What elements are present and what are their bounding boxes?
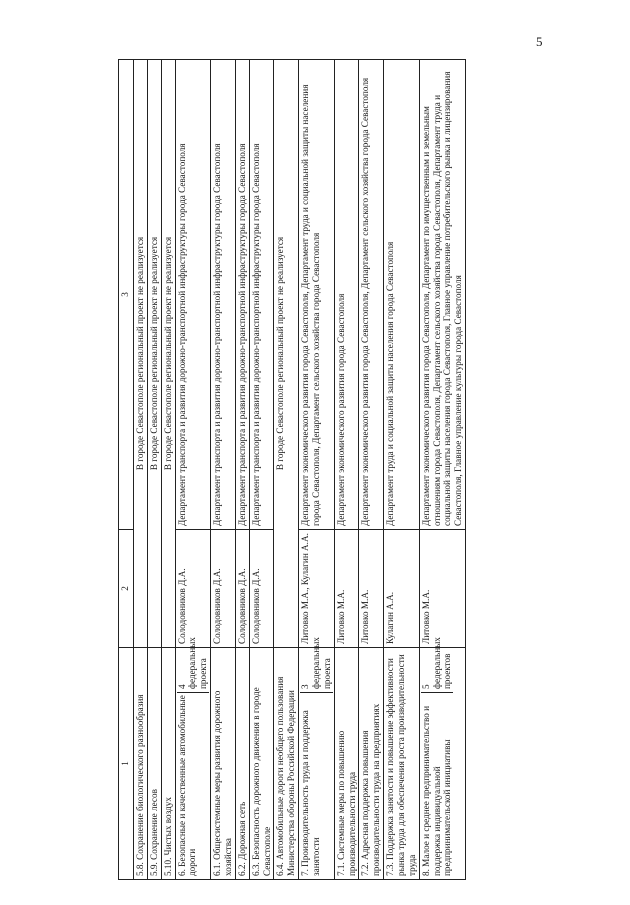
project-cell [175,637,211,880]
project-cell: 6.4. Автомобильные дороги необщего пользования Министерства обороны Российской Федерации [274,648,299,880]
federal-projects-count: 4 федеральных проекта [177,651,210,693]
executors-cell: Департамент транспорта и развития дорожно-транспортной инфраструктуры города Севастополя [235,60,249,530]
project-name: 6. Безопасные и качественные автомобильные дороги [176,695,198,876]
table-row [299,60,335,880]
not-implemented-cell: В городе Севастополе региональный проект не реализуется [147,60,161,648]
executors-cell: Департамент транспорта и развития дорожно-транспортной инфраструктуры города Севастополя [211,60,236,530]
table-row [211,60,236,880]
responsible-cell: Солодовников Д.А. [235,530,249,648]
responsible-cell: Солодовников Д.А. [211,530,236,648]
executors-cell: Департамент труда и социальной защиты населения города Севастополя [384,60,420,530]
executors-cell: Департамент транспорта и развития дорожно-транспортной инфраструктуры города Севастополя [175,60,211,530]
project-cell: 5.9. Сохранение лесов [147,648,161,880]
column-header: 3 [119,60,134,530]
table-row [161,60,175,880]
executors-cell: Департамент экономического развития города Севастополя [334,60,359,530]
executors-cell: Департамент транспорта и развития дорожно-транспортной инфраструктуры города Севастополя [249,60,274,530]
responsible-cell: Литовко М.А. [334,530,359,648]
not-implemented-cell: В городе Севастополе региональный проект не реализуется [161,60,175,648]
responsible-cell: Литовко М.А. [419,530,465,648]
responsible-cell: Солодовников Д.А. [175,530,211,648]
table-row [419,60,465,880]
project-cell: 5.10. Чистых воздух [161,648,175,880]
project-cell: 5.8. Сохранение биологического разнообразия [134,648,148,880]
project-cell [419,637,465,880]
responsible-cell: Кулагин А.А. [384,530,420,648]
federal-projects-count: 5 федеральных проектов [421,651,454,693]
project-name: 7. Производительность труда и поддержка занятости [300,710,322,876]
table-row [274,60,299,880]
project-cell: 7.1. Системные меры по повышению производительности труда [334,648,359,880]
page-number: 5 [536,34,543,49]
table-row [359,60,384,880]
not-implemented-cell: В городе Севастополе региональный проект не реализуется [274,60,299,648]
table-row [384,60,420,880]
table-row [249,60,274,880]
table-row [134,60,148,880]
project-name: 8. Малое и среднее предпринимательство и поддержка индивидуальной предпринимательской инициативы [420,705,453,876]
column-header: 2 [119,530,134,648]
project-cell: 6.3. Безопасность дорожного движения в городе Севастополе [249,648,274,880]
project-cell [299,637,335,880]
table-row [235,60,249,880]
rotated-table-frame [118,60,538,880]
federal-projects-count: 3 федеральных проекта [300,651,333,693]
executors-cell: Департамент экономического развития города Севастополя, Департамент сельского хозяйства города Севастополя [359,60,384,530]
column-header: 1 [119,648,134,880]
responsible-cell: Литовко М.А. [359,530,384,648]
projects-table [118,59,466,880]
not-implemented-cell: В городе Севастополе региональный проект не реализуется [134,60,148,648]
table-header-row [119,60,134,880]
executors-cell: Департамент экономического развития города Севастополя, Департамент труда и социальной защиты населения города Севастополя, Департамент сельского хозяйства города Севастополя [299,60,335,530]
table-row [175,60,211,880]
table-row [147,60,161,880]
responsible-cell: Солодовников Д.А. [249,530,274,648]
project-cell: 7.3. Поддержка занятости и повышение эффективности рынка труда для обеспечения роста производительности труда [384,648,420,880]
table-row [334,60,359,880]
responsible-cell: Литовко М.А., Кулагин А.А. [299,530,335,648]
project-cell: 6.2. Дорожная сеть [235,648,249,880]
table-body [134,60,466,880]
project-cell: 7.2. Адресная поддержка повышения производительности труда на предприятиях [359,648,384,880]
project-cell: 6.1. Общесистемные меры развития дорожного хозяйства [211,648,236,880]
executors-cell: Департамент экономического развития города Севастополя, Департамент по имущественным и земельным отношениям города Севастополя, Департамент сельского хозяйства города Севастополя, Департамент труда и социальной защиты населения города Севастополя, Главное управление потребительского рынка и лицензирования Севастополя, Главное управление культуры города Севастополя [419,60,465,530]
